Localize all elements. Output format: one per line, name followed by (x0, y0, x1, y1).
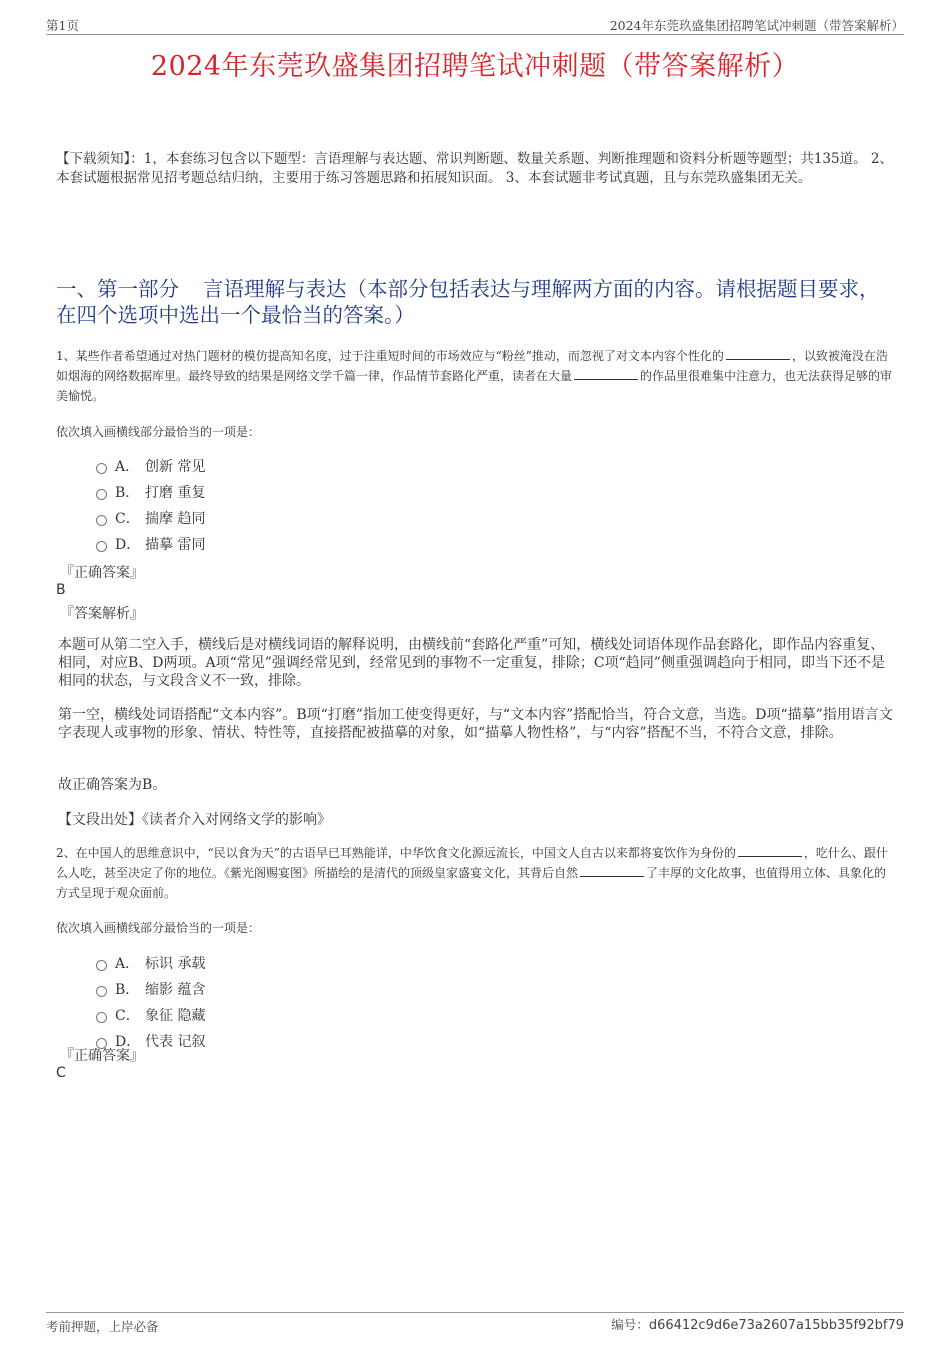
question-1-prompt: 依次填入画横线部分最恰当的一项是： (56, 425, 261, 439)
page-footer (46, 1312, 904, 1333)
question-1-text: 1、某些作者希望通过对热门题材的模仿提高知名度，过于注重短时间的市场效应与“粉丝”推动，而忽视了对文本内容个性化的 ，以致被淹没在浩如烟海的网络数据库里。最终导致的结果是网络文学千篇一律，作品情节套路化严重，读者在大量 的作品里很难集中注意力，也无法获得足够的审美愉悦。 (56, 349, 893, 403)
radio-icon[interactable] (96, 489, 107, 500)
q1-option-a[interactable]: A． 创新 常见 (96, 456, 205, 476)
q2-option-c[interactable]: C． 象征 隐藏 (96, 1005, 205, 1025)
q1-analysis-paragraph-2: 第一空，横线处词语搭配“文本内容”。B项“打磨”指加工使变得更好，与“文本内容”搭配恰当，符合文意，当选。D项“描摹”指用语言文字表现人或事物的形象、情状、特性等，直接搭配被描摹的对象，如“描摹人物性格”，与“内容”搭配不当，不符合文意，排除。 (58, 707, 893, 741)
radio-icon[interactable] (96, 1012, 107, 1023)
q1-answer-label: 『正确答案』 (60, 565, 144, 581)
q2-option-a[interactable]: A． 标识 承载 (96, 953, 205, 973)
q1-option-d[interactable]: D． 描摹 雷同 (96, 534, 205, 554)
q2-answer: C (56, 1065, 66, 1081)
fill-blank (580, 864, 644, 877)
footer-slogan: 考前押题，上岸必备 (46, 1319, 159, 1334)
page-number: 第1页 (46, 18, 79, 33)
header-doc-title: 2024年东莞玖盛集团招聘笔试冲刺题（带答案解析） (609, 18, 904, 33)
radio-icon[interactable] (96, 515, 107, 526)
q1-answer: B (56, 582, 66, 598)
radio-icon[interactable] (96, 986, 107, 997)
q1-analysis-label: 『答案解析』 (60, 606, 144, 622)
section-description: 言语理解与表达（本部分包括表达与理解两方面的内容。请根据题目要求，在四个选项中选出一个最恰当的答案。） (56, 277, 880, 327)
radio-icon[interactable] (96, 463, 107, 474)
fill-blank (738, 844, 802, 857)
fill-blank (726, 347, 790, 360)
download-notice: 【下载须知】：1，本套练习包含以下题型：言语理解与表达题、常识判断题、数量关系题、判断推理题和资料分析题等题型；共135道。 2、本套试题根据常见招考题总结归纳，主要用于练习答题思路和拓展知识面。 3、本套试题非考试真题，且与东莞玖盛集团无关。 (56, 151, 893, 186)
radio-icon[interactable] (96, 960, 107, 971)
question-2-prompt: 依次填入画横线部分最恰当的一项是： (56, 921, 261, 935)
q2-option-d[interactable]: D． 代表 记叙 (96, 1031, 205, 1051)
q1-option-c[interactable]: C． 揣摩 趋同 (96, 508, 205, 528)
q1-option-b[interactable]: B． 打磨 重复 (96, 482, 205, 502)
section-part: 一、第一部分 (56, 277, 179, 301)
section-heading (56, 276, 898, 328)
q2-answer-label: 『正确答案』 (60, 1048, 144, 1064)
radio-icon[interactable] (96, 541, 107, 552)
question-2-text: 2、在中国人的思维意识中，“民以食为天”的古语早已耳熟能详，中华饮食文化源远流长，中国文人自古以来都将宴饮作为身份的 ，吃什么、跟什么人吃，甚至决定了你的地位。《紫光阁赐宴图》所描绘的是清代的顶级皇家盛宴文化，其背后自然 了丰厚的文化故事，也值得用立体、具象化的方式呈现于观众面前。 (56, 846, 888, 900)
q2-option-b[interactable]: B． 缩影 蕴含 (96, 979, 205, 999)
page-header (46, 16, 904, 35)
q1-analysis-paragraph-1: 本题可从第二空入手，横线后是对横线词语的解释说明，由横线前“套路化严重”可知，横线处词语体现作品套路化，即作品内容重复、相同，对应B、D两项。A项“常见”强调经常见到，经常见到的事物不一定重复，排除；C项“趋同”侧重强调趋向于相同，即当下还不是相同的状态，与文段含义不一致，排除。 (58, 637, 885, 689)
q1-analysis-conclusion: 故正确答案为B。 (58, 777, 167, 793)
fill-blank (574, 367, 638, 380)
q1-source: 【文段出处】《读者介入对网络文学的影响》 (58, 812, 331, 828)
footer-code: 编号：d66412c9d6e73a2607a15bb35f92bf79 (611, 1317, 904, 1333)
document-title: 2024年东莞玖盛集团招聘笔试冲刺题（带答案解析） (150, 51, 800, 82)
